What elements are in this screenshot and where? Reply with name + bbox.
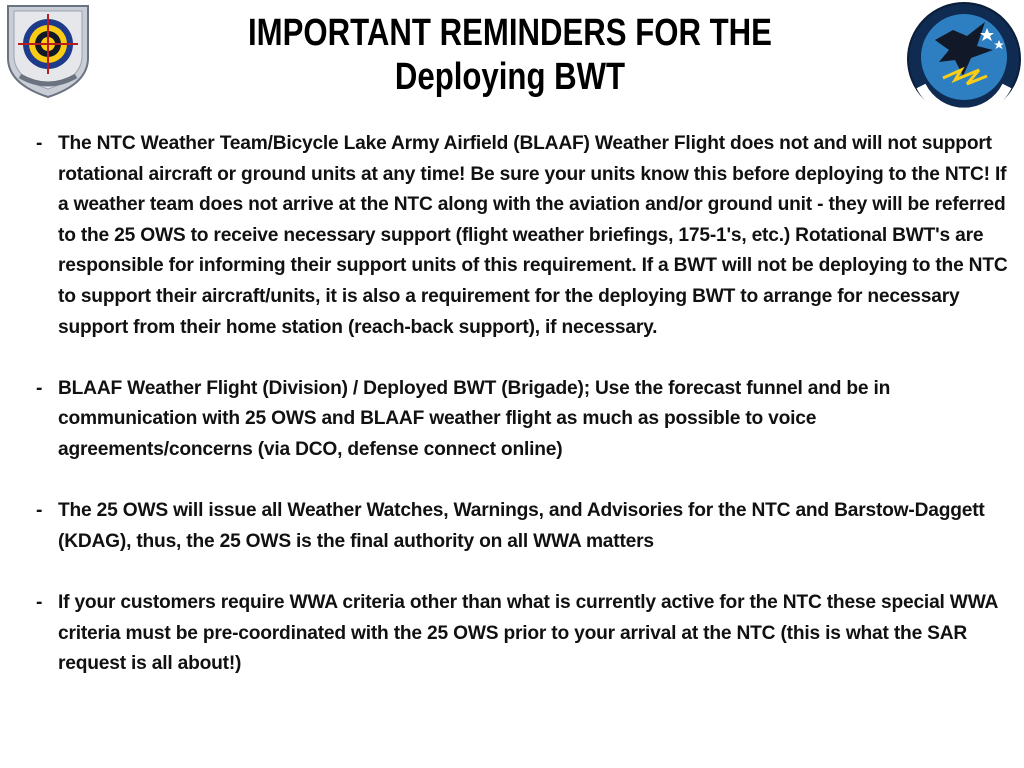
slide-title [215, 12, 805, 99]
bullet-list [36, 129, 1014, 710]
bullet-item [36, 129, 1014, 343]
bullet-item [36, 588, 1014, 680]
bullet-text: The NTC Weather Team/Bicycle Lake Army Airfield (BLAAF) Weather Flight does not and will not support rotational aircraft or ground units at any time! Be sure your units know this before deploying to the NTC! If a weather team does not arrive at the NTC along with the aviation and/or ground unit - they will be referred to the 25 OWS to receive necessary support (flight weather briefings, 175-1's, etc.) Rotational BWT's are responsible for informing their support units of this requirement. If a BWT will not be deploying to the NTC to support their aircraft/units, it is also a requirement for the deploying BWT to arrange for necessary support from their home station (reach-back support), if necessary. [58, 133, 1008, 338]
title-line-1: IMPORTANT REMINDERS FOR THE [248, 12, 772, 54]
title-line-2: Deploying BWT [394, 55, 626, 98]
bullet-dash: - [36, 377, 43, 399]
12th-combat-training-squadron-patch-icon [905, 0, 1023, 118]
bullet-dash: - [36, 591, 43, 613]
57th-operations-group-shield-icon [2, 0, 94, 100]
bullet-item [36, 496, 1014, 557]
bullet-dash: - [36, 500, 43, 522]
bullet-text: If your customers require WWA criteria other than what is currently active for the NTC these special WWA criteria must be pre-coordinated with the 25 OWS prior to your arrival at the NTC (this is what the SAR request is all about!) [58, 591, 998, 675]
bullet-item [36, 374, 1014, 466]
bullet-dash: - [36, 133, 43, 154]
bullet-text: BLAAF Weather Flight (Division) / Deployed BWT (Brigade); Use the forecast funnel and be in communication with 25 OWS and BLAAF weather flight as much as possible to voice agreements/concerns (via DCO, defense connect online) [58, 377, 891, 460]
bullet-text: The 25 OWS will issue all Weather Watches, Warnings, and Advisories for the NTC and Barstow-Daggett (KDAG), thus, the 25 OWS is the final authority on all WWA matters [58, 500, 985, 552]
